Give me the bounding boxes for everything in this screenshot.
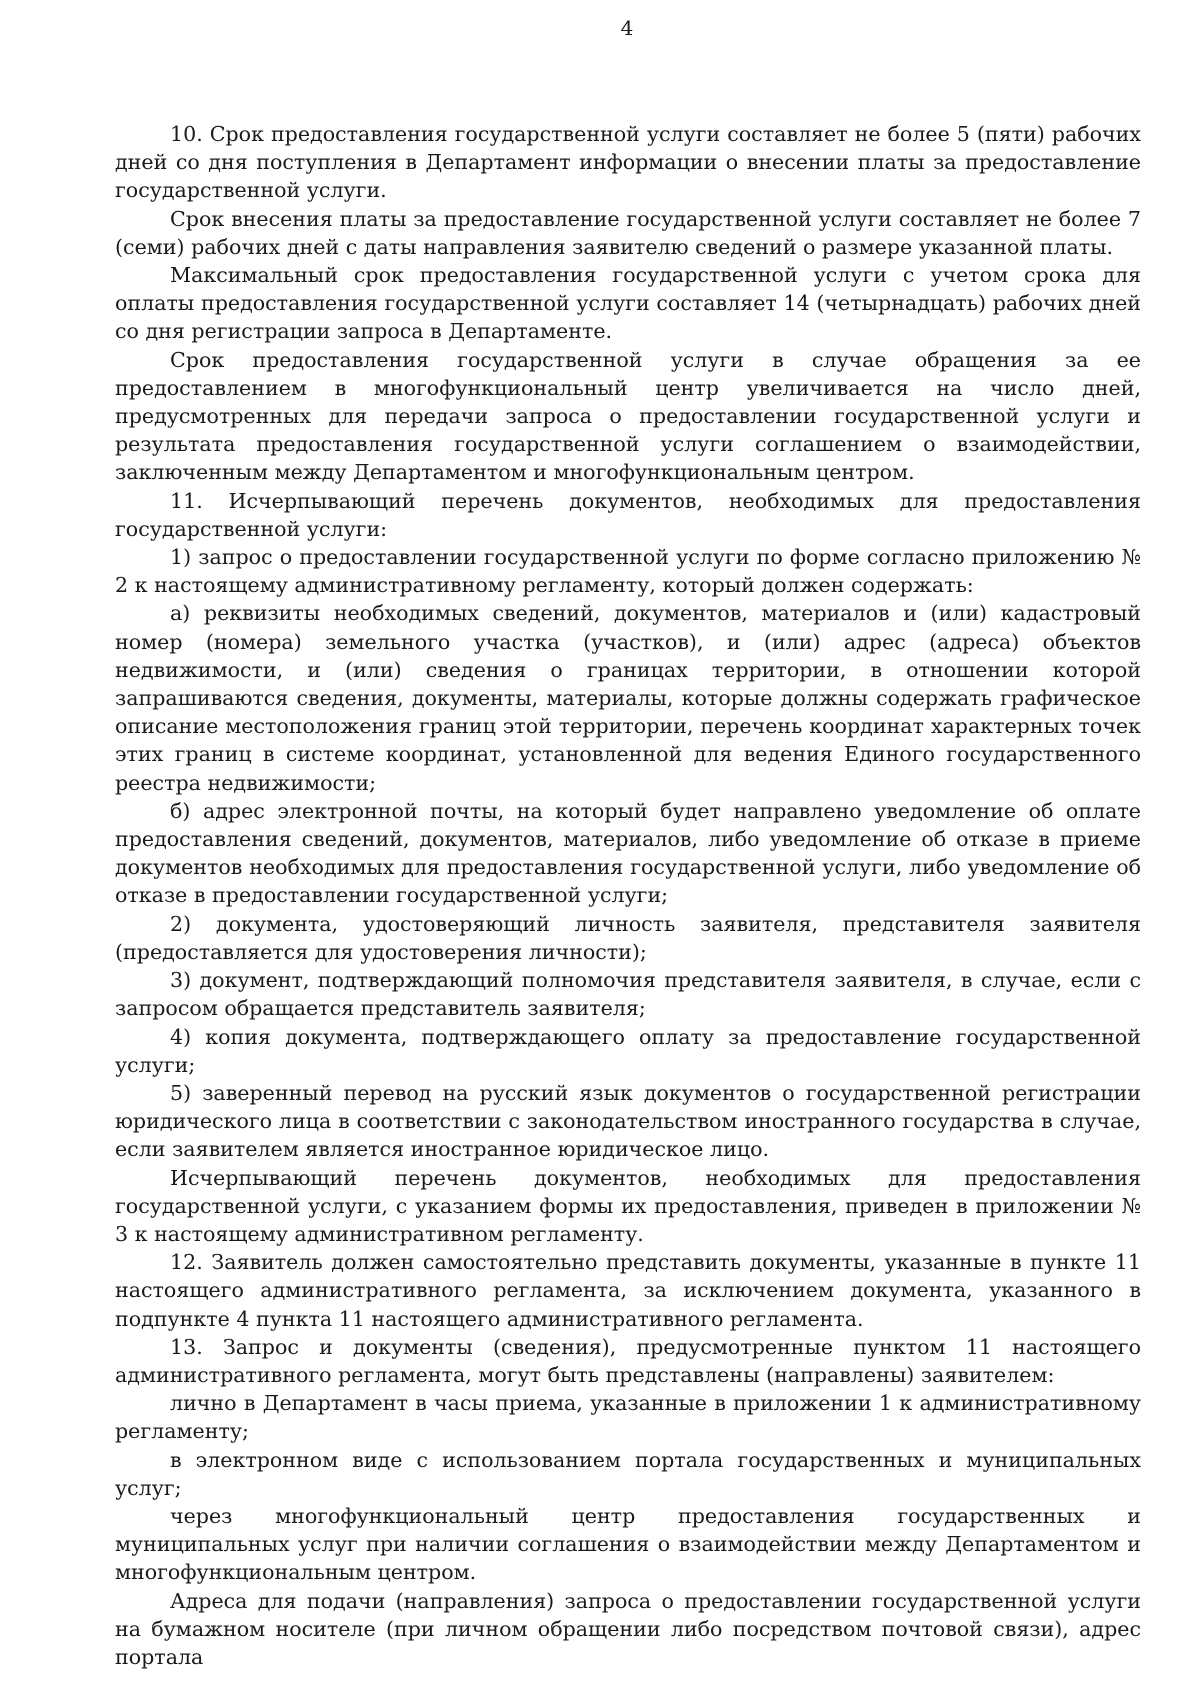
paragraph-payment-term: Срок внесения платы за предоставление государственной услуги составляет не более 7 (семи) рабочих дней с даты направления заявителю сведений о размере указанной платы. [115, 206, 1141, 259]
list-item-1: 1) запрос о предоставлении государственной услуги по форме согласно приложению № 2 к настоящему административному регламенту, который должен содержать: [115, 545, 1141, 598]
submission-method-mfc: через многофункциональный центр предоставления государственных и муниципальных услуг при наличии соглашения о взаимодействии между Департаментом и многофункциональным центром. [115, 1503, 1141, 1585]
paragraph-13: 13. Запрос и документы (сведения), предусмотренные пунктом 11 настоящего административного регламента, могут быть представлены (направлены) заявителем: [115, 1334, 1141, 1387]
submission-method-portal: в электронном виде с использованием портала государственных и муниципальных услуг; [115, 1447, 1141, 1500]
paragraph-10: 10. Срок предоставления государственной услуги составляет не более 5 (пяти) рабочих дней со дня поступления в Департамент информации о внесении платы за предоставление государственной услуги. [115, 122, 1141, 203]
paragraph-11: 11. Исчерпывающий перечень документов, необходимых для предоставления государственной услуги: [115, 488, 1141, 541]
paragraph-mfc-term: Срок предоставления государственной услуги в случае обращения за ее предоставлением в многофункциональный центр увеличивается на число дней, предусмотренных для передачи запроса о предоставлении государственной услуги и результата предоставления государственной услуги соглашением о взаимодействии, заключенным между Департаментом и многофункциональным центром. [115, 347, 1141, 485]
list-item-4: 4) копия документа, подтверждающего оплату за предоставление государственной услуги; [115, 1024, 1141, 1077]
list-item-3: 3) документ, подтверждающий полномочия представителя заявителя, в случае, если с запросом обращается представитель заявителя; [115, 968, 1141, 1021]
list-item-1b: б) адрес электронной почты, на который будет направлено уведомление об оплате предоставления сведений, документов, материалов, либо уведомление об отказе в приеме документов необходимых для предоставления государственной услуги, либо уведомление об отказе в предоставлении государственной услуги; [115, 798, 1141, 908]
paragraph-addresses: Адреса для подачи (направления) запроса о предоставлении государственной услуги на бумажном носителе (при личном обращении либо посредством почтовой связи), адрес портала [115, 1588, 1141, 1669]
submission-method-in-person: лично в Департамент в часы приема, указанные в приложении 1 к административному регламенту; [115, 1391, 1141, 1444]
page-number: 4 [620, 16, 634, 40]
list-item-2: 2) документа, удостоверяющий личность заявителя, представителя заявителя (предоставляется для удостоверения личности); [115, 911, 1141, 964]
document-body [115, 120, 1141, 1671]
list-item-1a: а) реквизиты необходимых сведений, документов, материалов и (или) кадастровый номер (номера) земельного участка (участков), и (или) адрес (адреса) объектов недвижимости, и (или) сведения о границах территории, в отношении которой запрашиваются сведения, документы, материалы, которые должны содержать графическое описание местоположения границ этой территории, перечень координат характерных точек этих границ в системе координат, установленной для ведения Единого государственного реестра недвижимости; [115, 601, 1141, 795]
paragraph-documents-list: Исчерпывающий перечень документов, необходимых для предоставления государственной услуги, с указанием формы их предоставления, приведен в приложении № 3 к настоящему административном регламенту. [115, 1165, 1141, 1246]
paragraph-12: 12. Заявитель должен самостоятельно представить документы, указанные в пункте 11 настоящего административного регламента, за исключением документа, указанного в подпункте 4 пункта 11 настоящего административного регламента. [115, 1250, 1141, 1331]
list-item-5: 5) заверенный перевод на русский язык документов о государственной регистрации юридического лица в соответствии с законодательством иностранного государства в случае, если заявителем является иностранное юридическое лицо. [115, 1080, 1141, 1162]
paragraph-max-term: Максимальный срок предоставления государственной услуги с учетом срока для оплаты предоставления государственной услуги составляет 14 (четырнадцать) рабочих дней со дня регистрации запроса в Департаменте. [115, 263, 1141, 344]
